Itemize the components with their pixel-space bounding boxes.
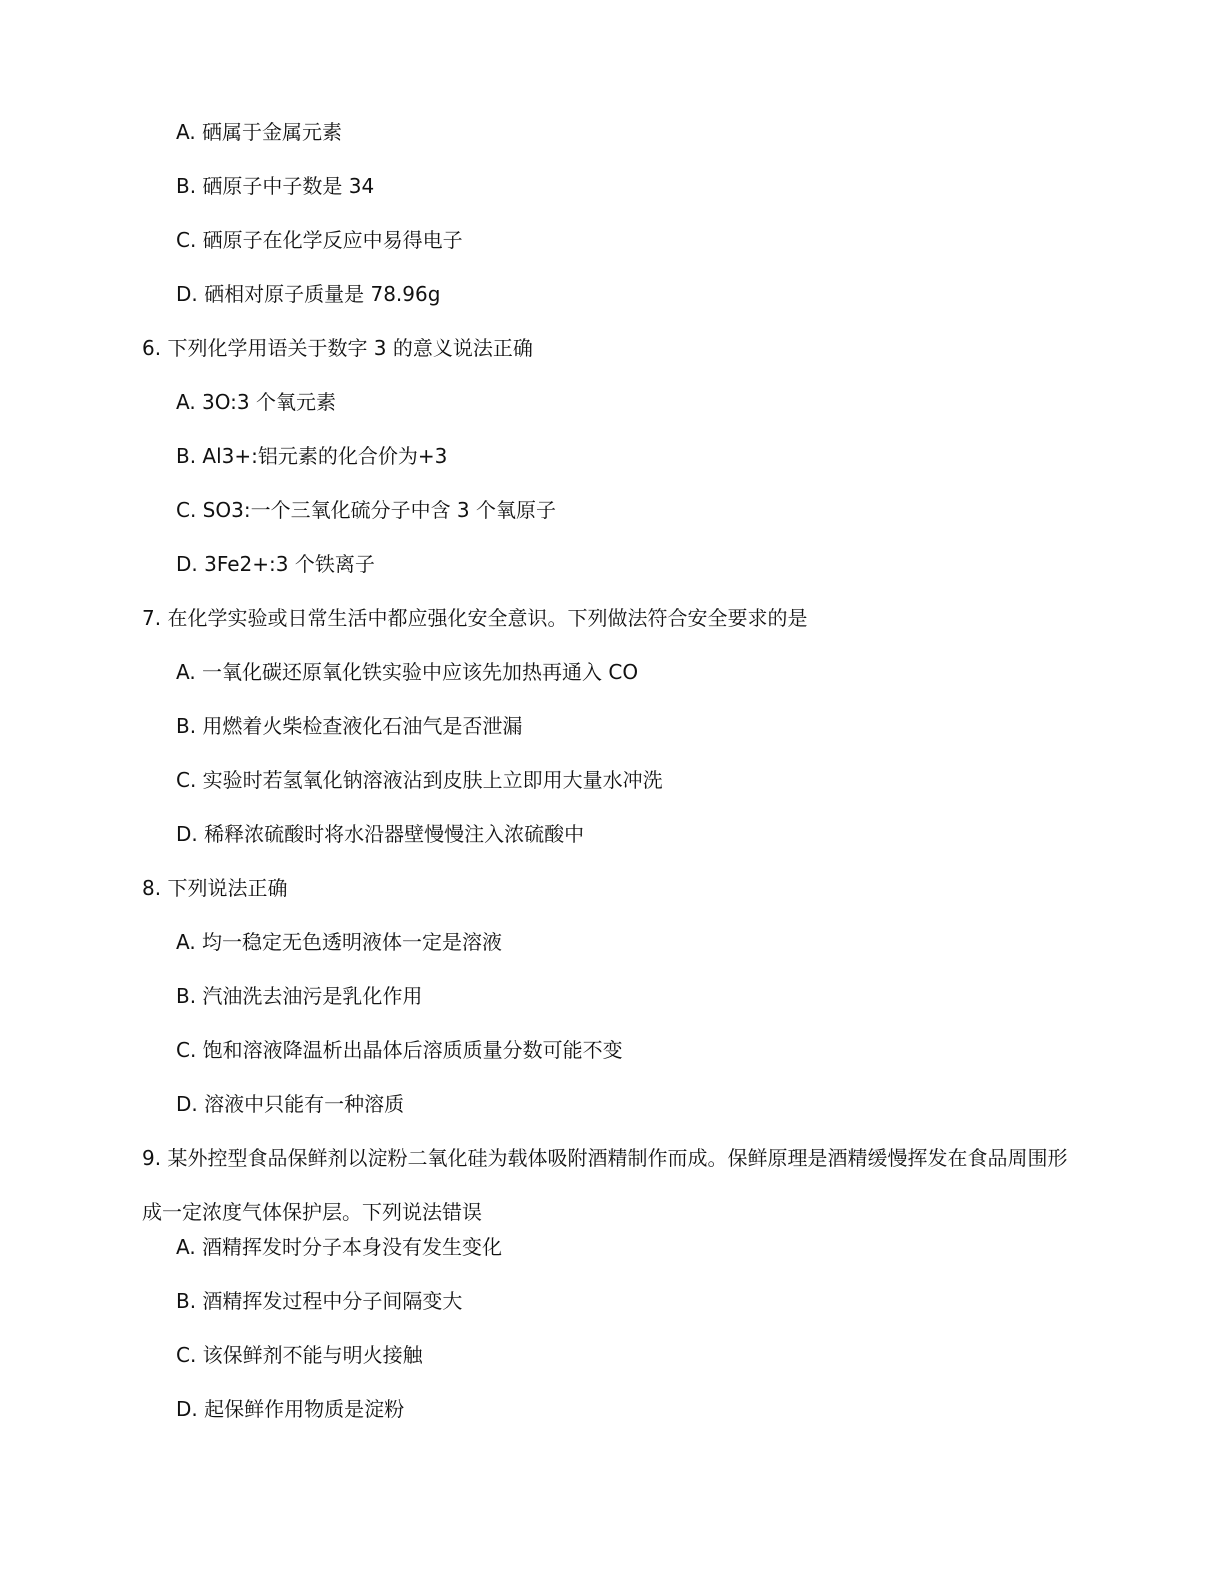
q7-stem: 7. 在化学实验或日常生活中都应强化安全意识。下列做法符合安全要求的是 — [142, 606, 808, 630]
q7-option-d: D. 稀释浓硫酸时将水沿器壁慢慢注入浓硫酸中 — [176, 822, 585, 846]
q7-option-a: A. 一氧化碳还原氧化铁实验中应该先加热再通入 CO — [176, 660, 639, 684]
q6-option-c: C. SO3:一个三氧化硫分子中含 3 个氧原子 — [176, 498, 557, 522]
q9-option-c: C. 该保鲜剂不能与明火接触 — [176, 1343, 423, 1367]
q7-option-c: C. 实验时若氢氧化钠溶液沾到皮肤上立即用大量水冲洗 — [176, 768, 663, 792]
q9-option-a: A. 酒精挥发时分子本身没有发生变化 — [176, 1235, 503, 1259]
q8-option-d: D. 溶液中只能有一种溶质 — [176, 1092, 405, 1116]
q6-option-d: D. 3Fe2+:3 个铁离子 — [176, 552, 375, 576]
q8-option-c: C. 饱和溶液降温析出晶体后溶质质量分数可能不变 — [176, 1038, 623, 1062]
q8-option-a: A. 均一稳定无色透明液体一定是溶液 — [176, 930, 503, 954]
q6-option-a: A. 3O:3 个氧元素 — [176, 390, 336, 414]
q7-option-b: B. 用燃着火柴检查液化石油气是否泄漏 — [176, 714, 523, 738]
q5-option-b: B. 硒原子中子数是 34 — [176, 174, 375, 198]
q9-stem: 9. 某外控型食品保鲜剂以淀粉二氧化硅为载体吸附酒精制作而成。保鲜原理是酒精缓慢挥发在食品周围形成一定浓度气体保护层。下列说法错误 — [142, 1146, 1068, 1224]
q9-option-b: B. 酒精挥发过程中分子间隔变大 — [176, 1289, 463, 1313]
q6-stem: 6. 下列化学用语关于数字 3 的意义说法正确 — [142, 336, 533, 360]
q5-option-a: A. 硒属于金属元素 — [176, 120, 343, 144]
q8-option-b: B. 汽油洗去油污是乳化作用 — [176, 984, 423, 1008]
q9-option-d: D. 起保鲜作用物质是淀粉 — [176, 1397, 405, 1421]
q5-option-c: C. 硒原子在化学反应中易得电子 — [176, 228, 463, 252]
q5-option-d: D. 硒相对原子质量是 78.96g — [176, 282, 441, 306]
q6-option-b: B. Al3+:铝元素的化合价为+3 — [176, 444, 448, 468]
q8-stem: 8. 下列说法正确 — [142, 876, 288, 900]
